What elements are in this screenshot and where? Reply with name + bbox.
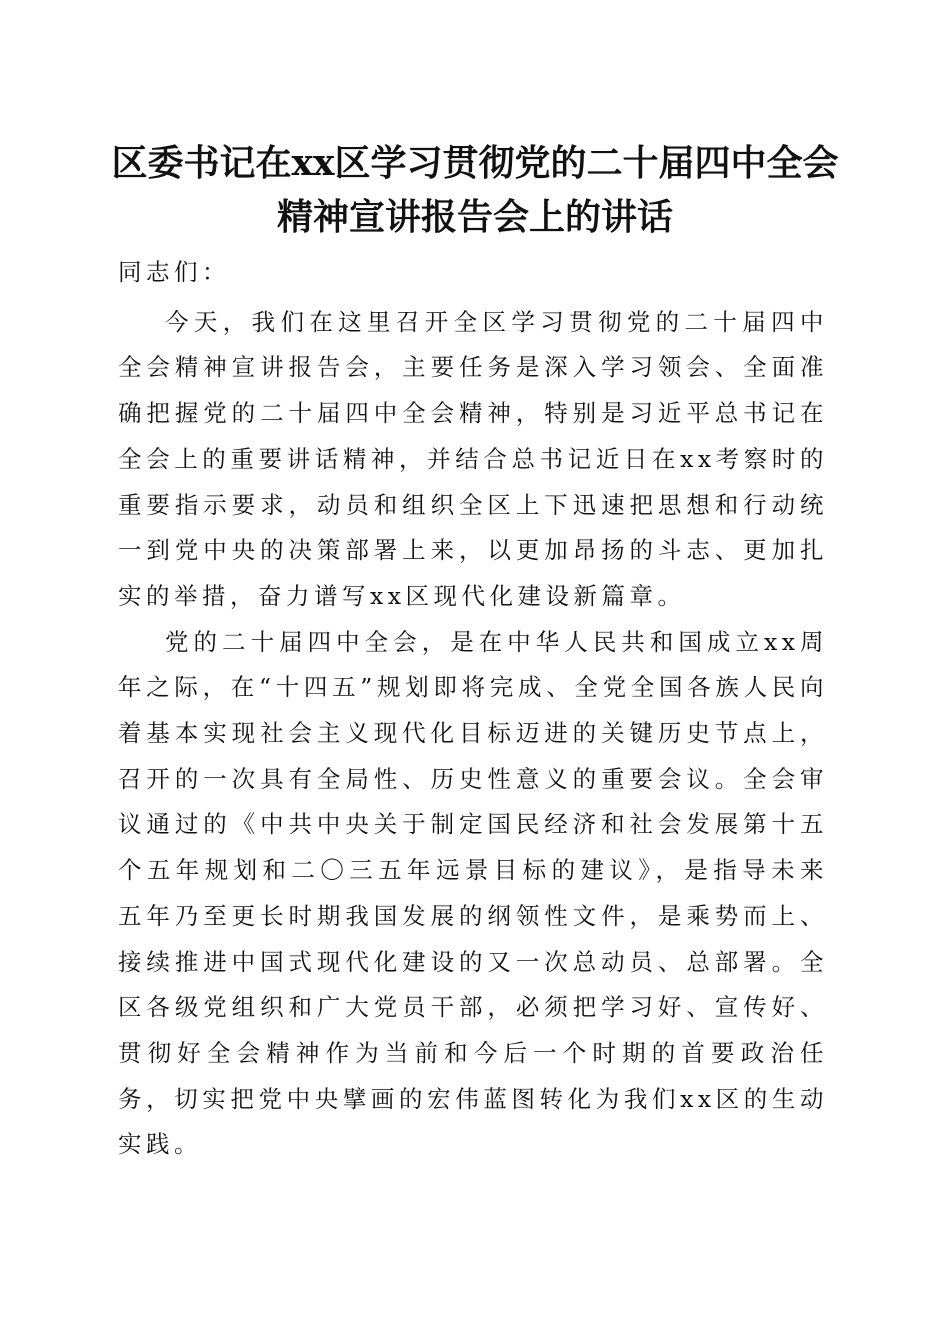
- paragraph-2: 党的二十届四中全会，是在中华人民共和国成立xx周年之际，在“十四五”规划即将完成、全党全国各族人民向着基本实现社会主义现代化目标迈进的关键历史节点上，召开的一次具有全局性、历史性意义的重要会议。全会审议通过的《中共中央关于制定国民经济和社会发展第十五个五年规划和二〇三五年远景目标的建议》，是指导未来五年乃至更长时期我国发展的纲领性文件，是乘势而上、接续推进中国式现代化建设的又一次总动员、总部署。全区各级党组织和广大党员干部，必须把学习好、宣传好、贯彻好全会精神作为当前和今后一个时期的首要政治任务，切实把党中央擘画的宏伟蓝图转化为我们xx区的生动实践。: [118, 627, 828, 1159]
- paragraph-1: 今天，我们在这里召开全区学习贯彻党的二十届四中全会精神宣讲报告会，主要任务是深入学习领会、全面准确把握党的二十届四中全会精神，特别是习近平总书记在全会上的重要讲话精神，并结合总书记近日在xx考察时的重要指示要求，动员和组织全区上下迅速把思想和行动统一到党中央的决策部署上来，以更加昂扬的斗志、更加扎实的举措，奋力谱写xx区现代化建设新篇章。: [118, 307, 828, 610]
- document-body: [118, 250, 828, 1168]
- document-title: 区委书记在xx区学习贯彻党的二十届四中全会精神宣讲报告会上的讲话: [111, 142, 839, 238]
- salutation: 同志们：: [118, 258, 230, 286]
